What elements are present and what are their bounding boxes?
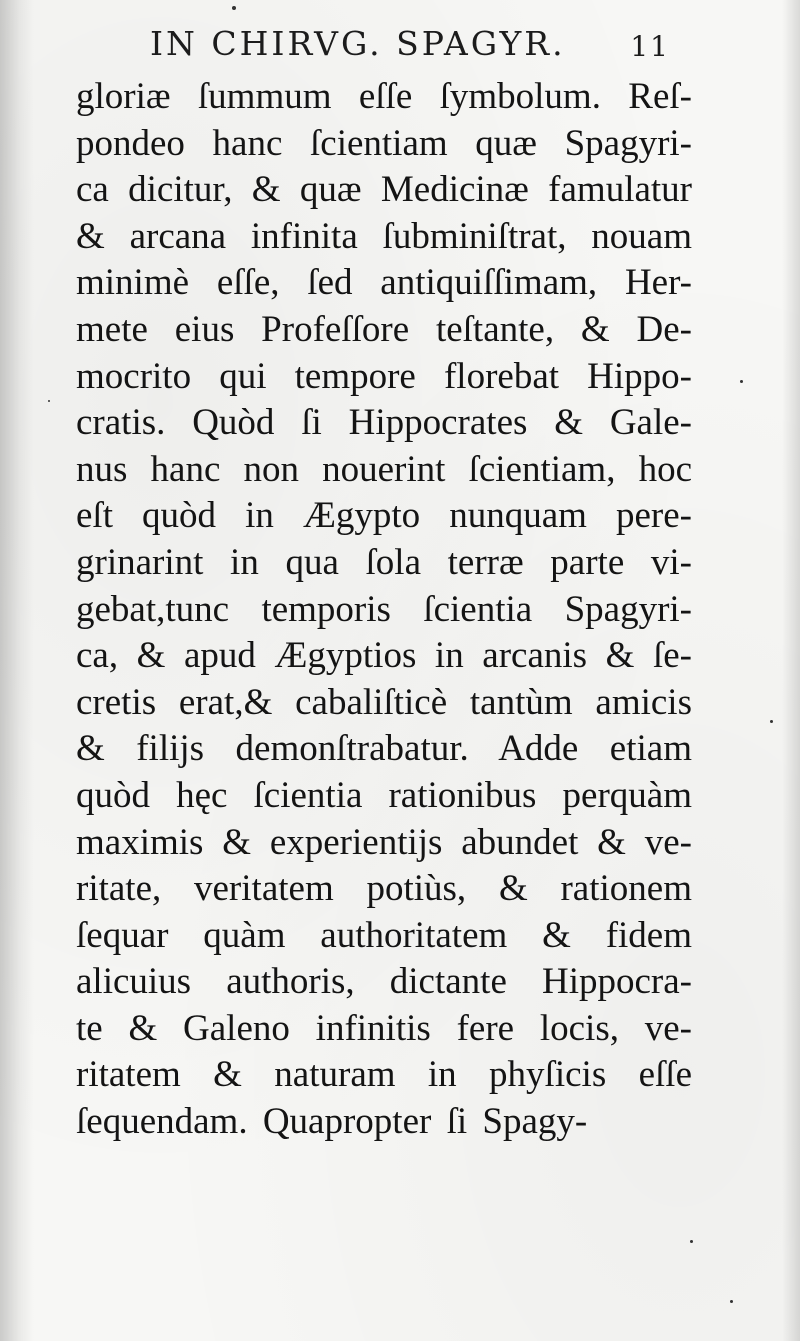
text-line: ſequar quàm authoritatem & fidem — [76, 914, 692, 956]
text-line: nus hanc non nouerint ſcientiam, hoc — [76, 448, 692, 490]
text-line: ritate, veritatem potiùs, & rationem — [76, 868, 692, 910]
text-line: & arcana infinita ſubminiſtrat, nouam — [76, 215, 692, 257]
text-line: gebat,tunc temporis ſcientia Spagyri- — [76, 588, 692, 630]
text-line: ſequendam. Quapropter ſi Spagy- — [76, 1101, 588, 1143]
text-line: pondeo hanc ſcientiam quæ Spagyri- — [76, 122, 692, 164]
text-line: grinarint in qua ſola terræ parte vi- — [76, 541, 692, 583]
text-line: cratis. Quòd ſi Hippocrates & Gale- — [76, 402, 692, 444]
text-line: eſt quòd in Ægypto nunquam pere- — [76, 495, 692, 537]
text-line: mocrito qui tempore florebat Hippo- — [76, 355, 692, 397]
text-line: alicuius authoris, dictante Hippocra- — [76, 961, 692, 1003]
text-line: te & Galeno infinitis fere locis, ve- — [76, 1007, 692, 1049]
gutter-shadow — [0, 0, 34, 1341]
page-edge-shadow — [782, 0, 800, 1341]
text-line: minimè eſſe, ſed antiquiſſimam, Her- — [76, 262, 692, 304]
text-line: quòd hęc ſcientia rationibus perquàm — [76, 774, 692, 816]
text-line: ritatem & naturam in phyſicis eſſe — [76, 1054, 692, 1096]
text-line: cretis erat,& cabaliſticè tantùm amicis — [76, 681, 692, 723]
running-head — [150, 20, 670, 70]
body-text — [76, 74, 692, 1146]
text-line: ca dicitur, & quæ Medicinæ famulatur — [76, 169, 692, 211]
text-line: maximis & experientijs abundet & ve- — [76, 821, 692, 863]
text-line: & filijs demonſtrabatur. Adde etiam — [76, 728, 692, 770]
text-line: mete eius Profeſſore teſtante, & De- — [76, 308, 692, 350]
text-line: gloriæ ſummum eſſe ſymbolum. Reſ- — [76, 76, 692, 117]
running-head-title: IN CHIRVG. SPAGYR. — [150, 24, 566, 63]
page-number: 11 — [630, 30, 670, 63]
text-line: ca, & apud Ægyptios in arcanis & ſe- — [76, 635, 692, 677]
